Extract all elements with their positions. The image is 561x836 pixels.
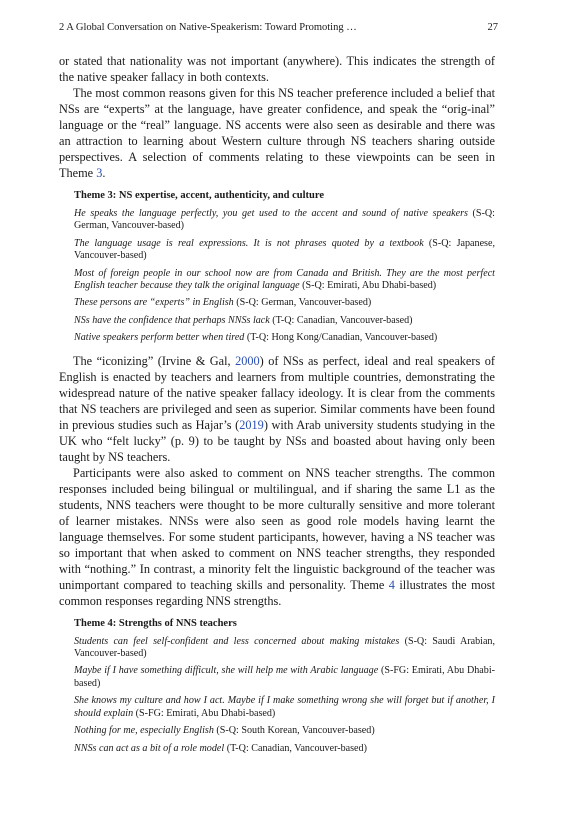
page-content: [59, 53, 495, 763]
theme-3-quote: [74, 268, 495, 293]
theme-3-title: Theme 3: NS expertise, accent, authenticity, and culture: [74, 190, 325, 201]
paragraph-2-text: The most common reasons given for this NS teacher preference included a belief that NSs are “experts” at the language, have greater confidence, and speak the “orig-inal” language or the “real” language. NS accents were also seen as desirable and there was an attraction to learning about Western culture through NS teachers sharing outside perspectives. A selection of comments relating to these viewpoints can be seen in Theme: [59, 86, 495, 180]
quote-text: Most of foreign people in our school now are from Canada and British. They are the most perfect English teacher because they talk the original language: [74, 267, 495, 292]
theme-3-link[interactable]: 3: [96, 166, 103, 180]
paragraph-3-b: ) of NSs as perfect, ideal and real speakers of English is enacted by teachers and learners from multiple countries, demonstrating the widespread nature of the native speaker fallacy ideology. It is clear from the comments that NS teachers are privileged and seen as superior. Similar comments have been found in previous studies such as Hajar’s (: [59, 353, 495, 432]
quote-text: NNSs can act as a bit of a role model: [74, 742, 225, 754]
quote-source: (S-Q: German, Vancouver-based): [233, 297, 372, 309]
theme-3-quote: [74, 208, 495, 233]
quote-source: (S-FG: Emirati, Abu Dhabi-based): [133, 707, 276, 719]
theme-3-quote: [74, 332, 495, 344]
quote-text: Native speakers perform better when tired: [74, 332, 245, 344]
chapter-title: 2 A Global Conversation on Native-Speakerism: Toward Promoting …: [59, 22, 357, 33]
running-header: [59, 22, 498, 33]
theme-4-link[interactable]: 4: [388, 577, 395, 592]
quote-text: Students can feel self-confident and less concerned about making mistakes: [74, 635, 400, 647]
quote-source: (S-Q: Emirati, Abu Dhabi-based): [299, 280, 437, 292]
quote-text: NSs have the confidence that perhaps NNSs lack: [74, 314, 270, 326]
quote-text: Nothing for me, especially English: [74, 725, 214, 737]
citation-link-2019[interactable]: 2019: [239, 417, 264, 432]
quote-source: (S-Q: South Korean, Vancouver-based): [213, 725, 375, 737]
theme-3-quote: [74, 238, 495, 263]
quote-text: He speaks the language perfectly, you get used to the accent and sound of native speakers: [74, 208, 468, 219]
theme-4-quote: [74, 636, 495, 661]
theme-3-quote: [74, 297, 495, 309]
theme-4-quote: [74, 743, 495, 755]
quote-text: She knows my culture and how I act. Maybe if I make something wrong she will forget but if another, I should explain: [74, 695, 495, 719]
quote-source: (S-Q: German, Vancouver-based): [74, 208, 495, 232]
theme-4-box: [74, 617, 495, 755]
quote-source: (S-Q: Japanese, Vancouver-based): [74, 237, 495, 262]
paragraph-4-end: illustrates the most common responses regarding NNS strengths.: [59, 577, 495, 608]
page-number: 27: [487, 22, 498, 33]
paragraph-3-c: ) with Arab university students studying in the UK who “felt lucky” (p. 9) to be taught by NSs and boasted about having only been taught by NS teachers.: [59, 417, 495, 464]
paragraph-1: or stated that nationality was not important (anywhere). This indicates the strength of the native speaker fallacy in both contexts.: [59, 54, 495, 84]
quote-text: Maybe if I have something difficult, she will help me with Arabic language: [74, 665, 379, 677]
quote-text: These persons are “experts” in English: [74, 297, 234, 309]
theme-4-quote: [74, 695, 495, 720]
paragraph-2-end: .: [102, 166, 106, 180]
paragraph-2: [59, 85, 495, 181]
quote-source: (S-Q: Saudi Arabian, Vancouver-based): [74, 635, 495, 660]
paragraph-3: [59, 353, 495, 465]
theme-4-quote: [74, 665, 495, 690]
quote-source: (T-Q: Canadian, Vancouver-based): [224, 742, 367, 754]
citation-link-2000[interactable]: 2000: [235, 353, 260, 368]
theme-3-quote: [74, 315, 495, 327]
paragraph-4: [59, 465, 495, 609]
theme-4-quote: [74, 725, 495, 737]
quote-source: (S-FG: Emirati, Abu Dhabi-based): [74, 665, 495, 689]
theme-4-title: Theme 4: Strengths of NNS teachers: [74, 617, 237, 629]
quote-source: (T-Q: Hong Kong/Canadian, Vancouver-based): [244, 332, 438, 344]
quote-source: (T-Q: Canadian, Vancouver-based): [269, 314, 413, 326]
theme-3-box: [74, 189, 495, 345]
paragraph-4-text: Participants were also asked to comment on NNS teacher strengths. The common responses included being bilingual or multilingual, and if sharing the same L1 as the students, NNS teachers were thought to be more culturally sensitive and more tolerant of learner mistakes. NNSs were also seen as good role models having learnt the language themselves. For some student participants, however, having a NS teacher was so important that when asked to comment on NNS teacher strengths, they responded with “nothing.” In contrast, a minority felt the linguistic background of the teacher was unimportant compared to teaching skills and personality. Theme: [59, 465, 495, 592]
paragraph-3-a: The “iconizing” (Irvine & Gal,: [73, 353, 236, 368]
quote-text: The language usage is real expressions. It is not phrases quoted by a textbook: [74, 237, 424, 249]
